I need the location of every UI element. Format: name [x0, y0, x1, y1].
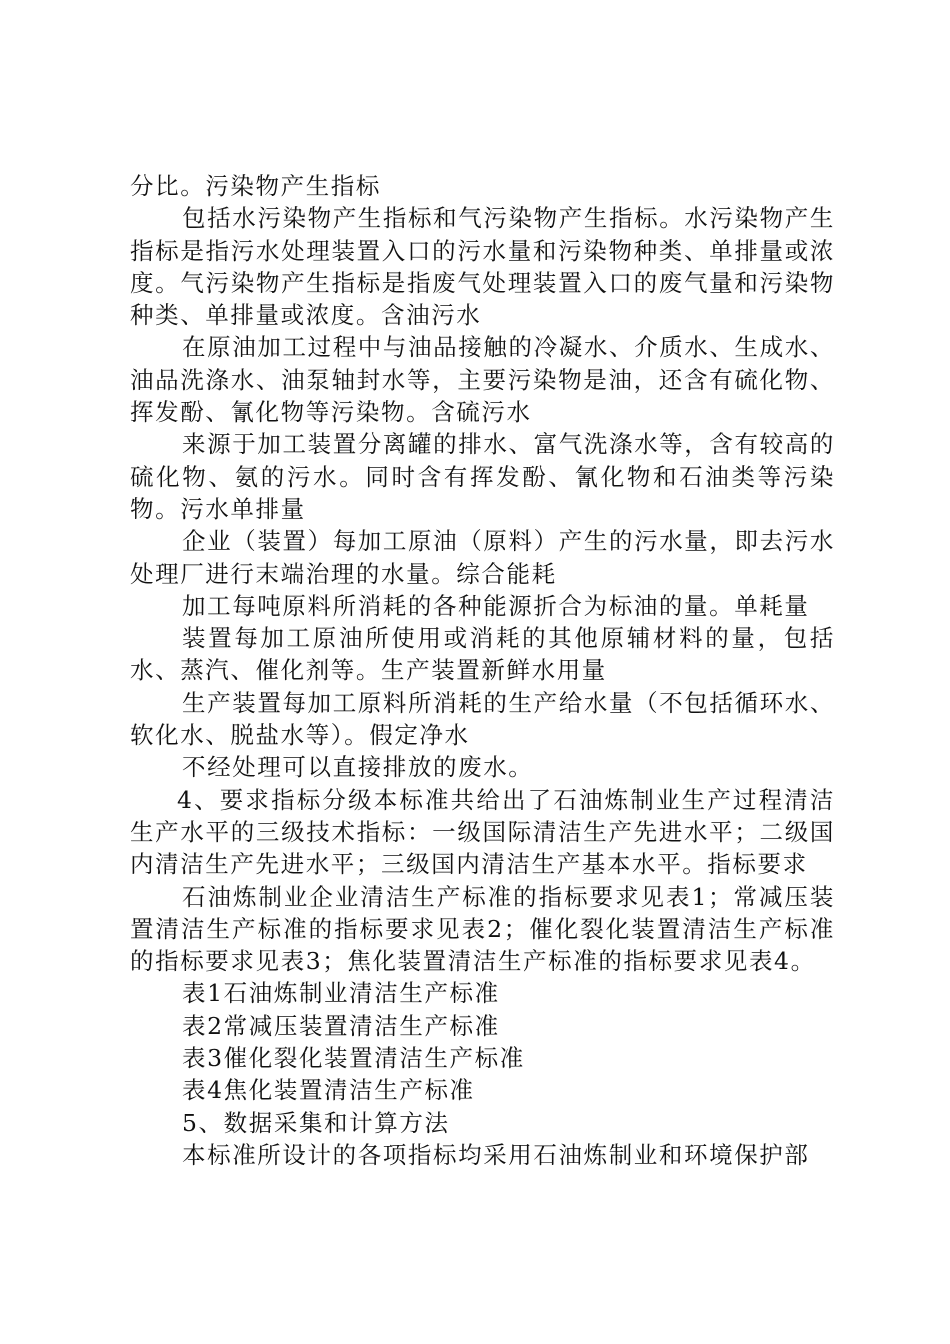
- document-page: [130, 170, 835, 1171]
- table-caption-1: 表1石油炼制业清洁生产标准: [182, 979, 500, 1008]
- paragraph-clean-water: 不经处理可以直接排放的废水。: [182, 753, 534, 782]
- table-caption-2: 表2常减压装置清洁生产标准: [182, 1011, 500, 1040]
- paragraph-fresh-water-usage: 生产装置每加工原料所消耗的生产给水量（不包括循环水、软化水、脱盐水等）。假定净水: [130, 688, 835, 750]
- table-caption-3: 表3催化裂化装置清洁生产标准: [182, 1044, 525, 1073]
- paragraph-section-4-grading: 4、要求指标分级本标准共给出了石油炼制业生产过程清洁生产水平的三级技术指标：一级国际清洁生产先进水平；二级国内清洁生产先进水平；三级国内清洁生产基本水平。指标要求: [130, 785, 835, 879]
- paragraph-oily-wastewater: 在原油加工过程中与油品接触的冷凝水、介质水、生成水、油品洗涤水、油泵轴封水等，主要污染物是油，还含有硫化物、挥发酚、氰化物等污染物。含硫污水: [130, 333, 835, 427]
- paragraph-data-collection: 本标准所设计的各项指标均采用石油炼制业和环境保护部: [182, 1140, 810, 1169]
- paragraph-unit-consumption: 装置每加工原油所使用或消耗的其他原辅材料的量，包括水、蒸汽、催化剂等。生产装置新鲜水用量: [130, 624, 835, 685]
- table-caption-4: 表4焦化装置清洁生产标准: [182, 1076, 475, 1105]
- paragraph-pollutant-index-definition: 包括水污染物产生指标和气污染物产生指标。水污染物产生指标是指污水处理装置入口的污水量和污染物种类、单排量或浓度。气污染物产生指标是指废气处理装置入口的废气量和污染物种类、单排量或浓度。含油污水: [130, 204, 835, 330]
- section-5-heading: 5、数据采集和计算方法: [182, 1108, 450, 1137]
- paragraph-wastewater-unit-discharge: 企业（装置）每加工原油（原料）产生的污水量，即去污水处理厂进行末端治理的水量。综合能耗: [130, 527, 835, 588]
- paragraph-index-requirements: 石油炼制业企业清洁生产标准的指标要求见表1；常减压装置清洁生产标准的指标要求见表2；催化裂化装置清洁生产标准的指标要求见表3；焦化装置清洁生产标准的指标要求见表4。: [130, 882, 835, 976]
- paragraph-pollutant-index-heading: 分比。污染物产生指标: [130, 172, 381, 200]
- paragraph-sulfur-wastewater: 来源于加工装置分离罐的排水、富气洗涤水等，含有较高的硫化物、氨的污水。同时含有挥发酚、氰化物和石油类等污染物。污水单排量: [130, 430, 835, 523]
- paragraph-comprehensive-energy: 加工每吨原料所消耗的各种能源折合为标油的量。单耗量: [182, 591, 810, 620]
